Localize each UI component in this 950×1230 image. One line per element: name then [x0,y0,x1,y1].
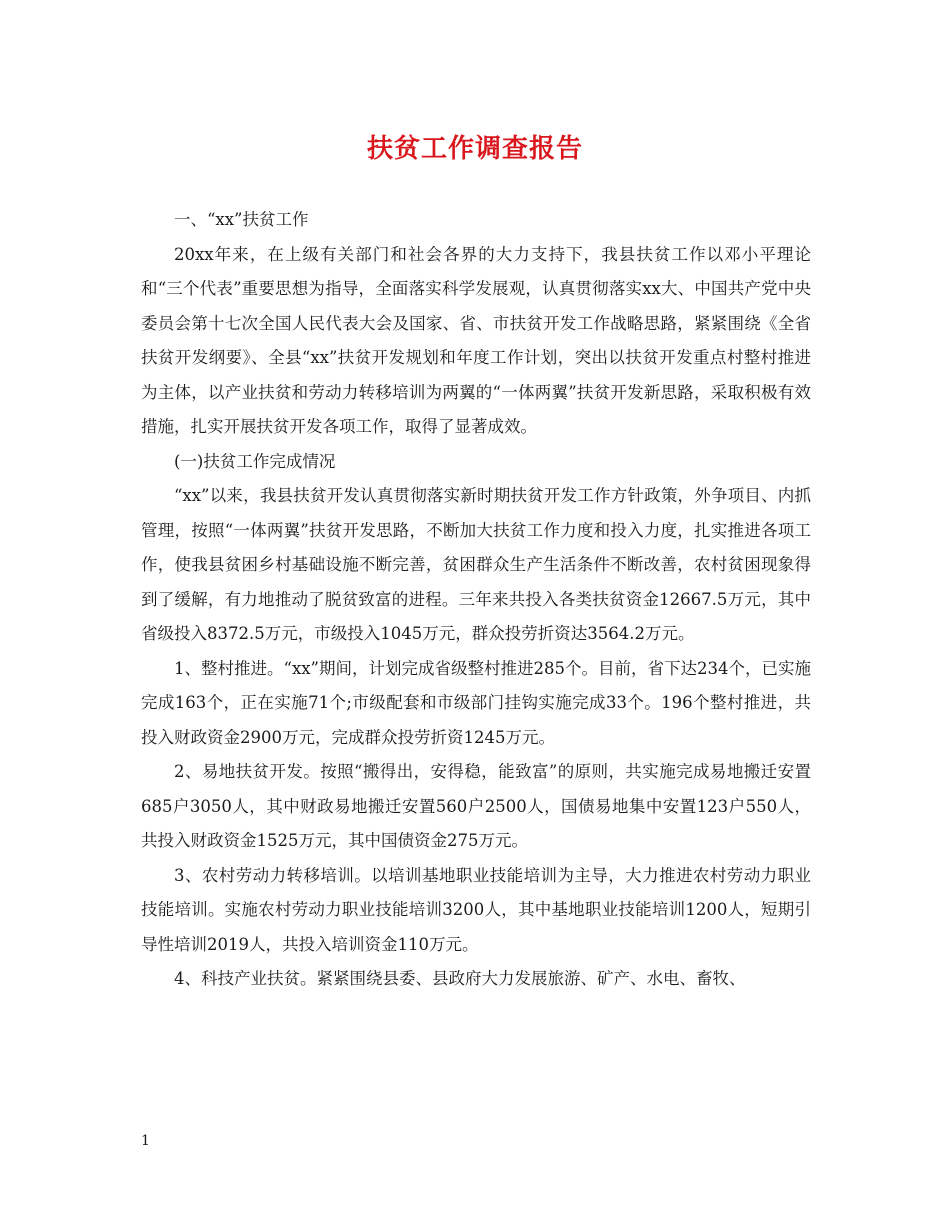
document-body [141,203,811,997]
page-number: 1 [141,1133,150,1149]
body-paragraph: “xx”以来，我县扶贫开发认真贯彻落实新时期扶贫开发工作方针政策，外争项目、内抓管理，按照“一体两翼”扶贫开发思路，不断加大扶贫工作力度和投入力度，扎实推进各项工作，使我县贫困乡村基础设施不断完善，贫困群众生产生活条件不断改善，农村贫困现象得到了缓解，有力地推动了脱贫致富的进程。三年来共投入各类扶贫资金12667.5万元，其中省级投入8372.5万元，市级投入1045万元，群众投劳折资达3564.2万元。 [141,486,811,643]
body-paragraph: 4、科技产业扶贫。紧紧围绕县委、县政府大力发展旅游、矿产、水电、畜牧、 [174,969,746,988]
body-paragraph: 2、易地扶贫开发。按照“搬得出，安得稳，能致富”的原则，共实施完成易地搬迁安置685户3050人，其中财政易地搬迁安置560户2500人，国债易地集中安置123户550人，共投入财政资金1525万元，其中国债资金275万元。 [141,762,811,850]
body-paragraph: 20xx年来，在上级有关部门和社会各界的大力支持下，我县扶贫工作以邓小平理论和“三个代表”重要思想为指导，全面落实科学发展观，认真贯彻落实xx大、中国共产党中央委员会第十七次全国人民代表大会及国家、省、市扶贫开发工作战略思路，紧紧围绕《全省扶贫开发纲要》、全县“xx”扶贫开发规划和年度工作计划，突出以扶贫开发重点村整村推进为主体，以产业扶贫和劳动力转移培训为两翼的“一体两翼”扶贫开发新思路，采取积极有效措施，扎实开展扶贫开发各项工作，取得了显著成效。 [141,244,811,436]
body-paragraph: 3、农村劳动力转移培训。以培训基地职业技能培训为主导，大力推进农村劳动力职业技能培训。实施农村劳动力职业技能培训3200人，其中基地职业技能培训1200人，短期引导性培训2019人，共投入培训资金110万元。 [141,865,811,954]
document-title: 扶贫工作调查报告 [366,134,583,164]
section-heading: 一、“xx”扶贫工作 [174,210,309,229]
body-paragraph: 1、整村推进。“xx”期间，计划完成省级整村推进285个。目前，省下达234个，已实施完成163个，正在实施71个;市级配套和市级部门挂钩实施完成33个。196个整村推进，共投入财政资金2900万元，完成群众投劳折资1245万元。 [141,658,811,747]
subsection-heading: (一)扶贫工作完成情况 [174,451,336,471]
